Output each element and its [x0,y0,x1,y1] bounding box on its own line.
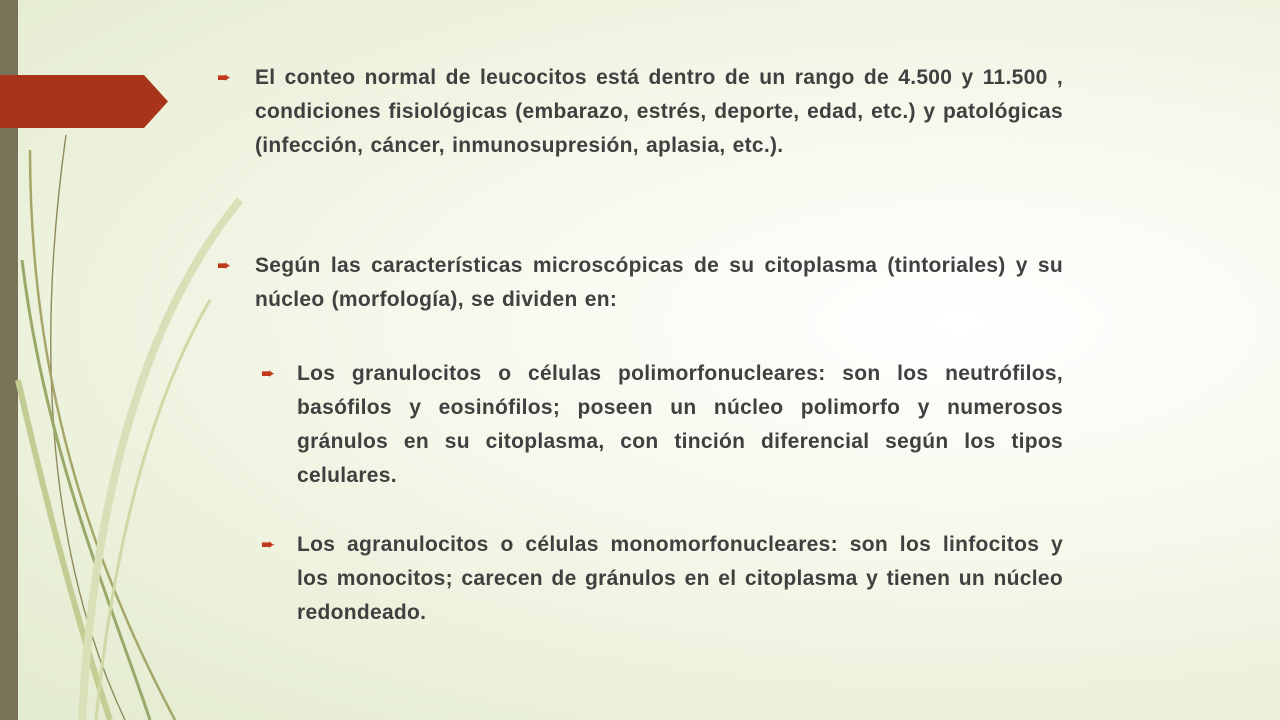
right-arrow-icon: ➨ [261,364,276,383]
right-arrow-icon: ➨ [217,256,232,275]
bullet-text: Según las características microscópicas de su citoplasma (tintoriales) y su núcleo (morfología), se dividen en: [255,254,1063,311]
right-arrow-icon: ➨ [261,535,276,554]
right-arrow-icon: ➨ [217,68,232,87]
bullet-text: El conteo normal de leucocitos está dentro de un rango de 4.500 y 11.500 , condiciones fisiológicas (embarazo, estrés, deporte, edad, etc.) y patológicas (infección, cáncer, inmunosupresión, aplasia, etc.). [255,66,1063,157]
sub-bullet-text: Los agranulocitos o células monomorfonucleares: son los linfocitos y los monocitos; carecen de gránulos en el citoplasma y tienen un núcleo redondeado. [297,533,1063,624]
sub-bullet-text: Los granulocitos o células polimorfonucleares: son los neutrófilos, basófilos y eosinófilos; poseen un núcleo polimorfo y numerosos gránulos en su citoplasma, con tinción diferencial según los tipos celulares. [297,362,1063,487]
